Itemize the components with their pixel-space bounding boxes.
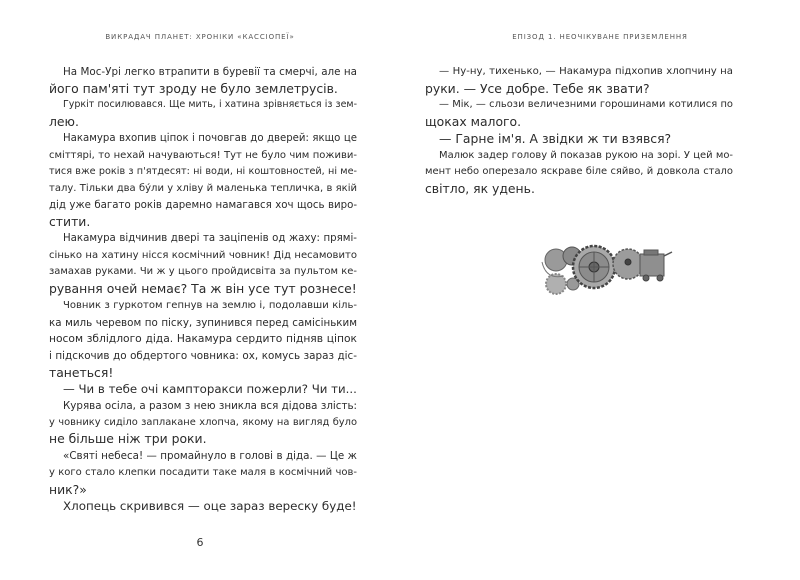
text-line: сінько на хатину нісся космічний човник! Дід несамовито: [49, 249, 357, 261]
text-line: — Чи в тебе очі кампторакси пожерли? Чи ти...: [63, 382, 357, 397]
text-line: стити.: [49, 214, 91, 230]
text-line: Накамура вхопив ціпок і почовгав до дверей: якщо це: [63, 132, 357, 144]
text-line: ка миль черевом по піску, зупинився перед самісіньким: [49, 316, 357, 329]
text-line: щоках малого.: [425, 114, 522, 130]
text-line: і підскочив до обдертого човника: ох, комусь зараз діс-: [49, 349, 357, 362]
text-line: — Ну-ну, тихенько, — Накамура підхопив хлопчину на: [439, 66, 733, 77]
text-line: тися вже років з п'ятдесят: ні води, ні коштовностей, ні ме-: [49, 166, 357, 178]
text-line: ник?»: [49, 481, 87, 497]
right-running-head: ЕПІЗОД 1. НЕОЧІКУВАНЕ ПРИЗЕМЛЕННЯ: [512, 33, 688, 41]
text-line: не більше ніж три роки.: [49, 431, 207, 447]
text-line: руки. — Усе добре. Тебе як звати?: [425, 80, 650, 96]
text-line: танеться!: [49, 364, 114, 380]
text-line: у кого стало клепки посадити таке маля в космічний чов-: [49, 466, 357, 478]
text-line: мент небо оперезало яскраве біле сяйво, й довкола стало: [425, 166, 733, 178]
text-line: дід уже багато років даремно намагався хоч щось виро-: [49, 199, 357, 211]
text-line: Хлопець скривився — оце зараз вереску буде!: [63, 499, 357, 514]
left-running-head: ВИКРАДАЧ ПЛАНЕТ: ХРОНІКИ «КАССІОПЕЇ»: [105, 33, 295, 41]
text-line: світло, як удень.: [425, 180, 535, 196]
text-line: Малюк задер голову й показав рукою на зорі. У цей мо-: [439, 149, 733, 161]
text-line: На Мос-Урі легко втрапити в буревії та смерчі, але на: [63, 66, 357, 78]
text-line: у човнику сиділо заплакане хлопча, якому на вигляд було: [49, 416, 357, 428]
gears-machine-illustration: [536, 240, 676, 300]
text-line: Гуркіт посилювався. Ще мить, і хатина зрівняється із зем-: [63, 99, 357, 111]
text-line: рування очей немає? Та ж він усе тут рознесе!: [49, 281, 357, 297]
text-line: талу. Тільки два бу́ли у хліву й маленька тепличка, в якій: [49, 182, 357, 194]
text-line: Човник з гуркотом гепнув на землю і, подолавши кіль-: [63, 299, 357, 311]
text-line: — Гарне ім'я. А звідки ж ти взявся?: [439, 130, 672, 146]
page-number: 6: [196, 536, 204, 549]
text-line: — Мік, — сльози величезними горошинами котилися по: [439, 99, 733, 111]
text-line: Курява осіла, а разом з нею зникла вся дідова злість:: [63, 400, 357, 412]
text-line: Накамура відчинив двері та заціпенів од жаху: прямі-: [63, 233, 357, 244]
text-line: лею.: [49, 114, 79, 130]
text-line: його пам'яті тут зроду не було землетрусів.: [49, 80, 338, 96]
text-line: носом зблідлого діда. Накамура сердито підняв ціпок: [49, 332, 357, 346]
text-line: замахав руками. Чи ж у цього пройдисвіта за пультом ке-: [49, 266, 357, 278]
text-line: сміттярі, то нехай начуваються! Тут не було чим поживи-: [49, 149, 357, 161]
text-line: «Святі небеса! — промайнуло в голові в діда. — Це ж: [63, 450, 357, 463]
